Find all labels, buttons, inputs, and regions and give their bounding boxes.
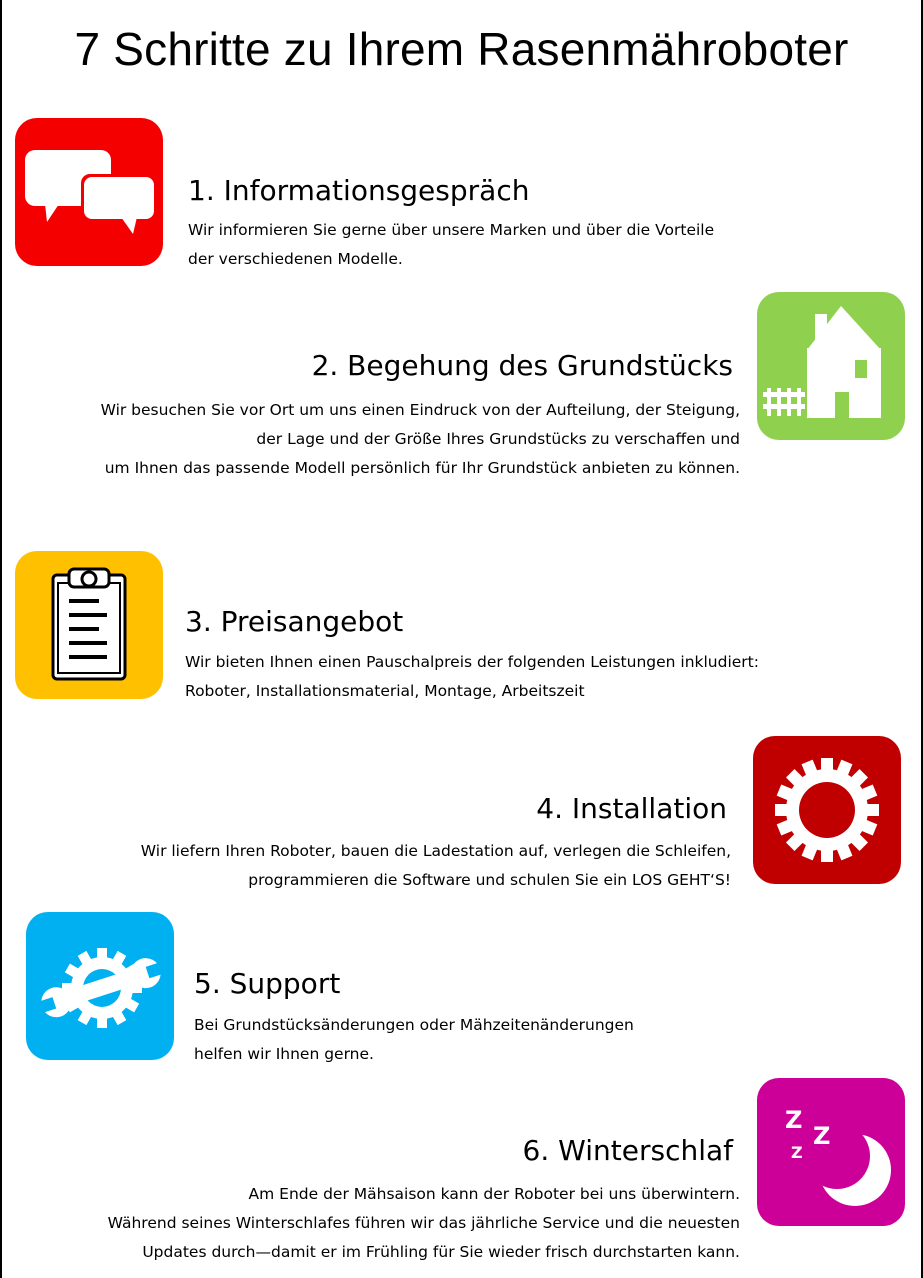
step-6-line: Während seines Winterschlafes führen wir das jährliche Service und die neuesten (107, 1214, 740, 1232)
step-2-line: Wir besuchen Sie vor Ort um uns einen Eindruck von der Aufteilung, der Steigung, (100, 401, 740, 419)
step-1-text (188, 216, 714, 274)
wrench-gear-icon (26, 912, 174, 1060)
house-icon (757, 292, 905, 440)
step-4-text (141, 837, 731, 895)
step-1-heading: 1. Informationsgespräch (188, 174, 530, 207)
step-6-heading: 6. Winterschlaf (522, 1134, 733, 1167)
step-3-line: Wir bieten Ihnen einen Pauschalpreis der folgenden Leistungen inkludiert: (185, 653, 759, 671)
step-5-line: helfen wir Ihnen gerne. (194, 1045, 374, 1063)
step-2-heading: 2. Begehung des Grundstücks (311, 349, 733, 382)
step-2-text (101, 396, 740, 483)
step-5-text (194, 1011, 634, 1069)
step-4-line: Wir liefern Ihren Roboter, bauen die Ladestation auf, verlegen die Schleifen, (140, 842, 731, 860)
step-5-heading: 5. Support (194, 967, 341, 1000)
step-1-line: der verschiedenen Modelle. (188, 250, 403, 268)
step-3-line: Roboter, Installationsmaterial, Montage, Arbeitszeit (185, 682, 585, 700)
step-2-line: um Ihnen das passende Modell persönlich für Ihr Grundstück anbieten zu können. (104, 459, 740, 477)
step-3-text (185, 648, 759, 706)
gear-icon (753, 736, 901, 884)
step-3-heading: 3. Preisangebot (185, 605, 404, 638)
step-4-line: programmieren die Software und schulen Sie ein LOS GEHT‘S! (248, 871, 731, 889)
step-6-line: Updates durch—damit er im Frühling für Sie wieder frisch durchstarten kann. (142, 1243, 740, 1261)
clipboard-icon (15, 551, 163, 699)
sleep-letter-small: Z (791, 1143, 803, 1162)
moon-sleep-icon (757, 1078, 905, 1226)
sleep-letter-large: Z (785, 1106, 803, 1134)
step-1-line: Wir informieren Sie gerne über unsere Marken und über die Vorteile (188, 221, 715, 239)
chat-bubbles-icon (15, 118, 163, 266)
step-5-line: Bei Grundstücksänderungen oder Mähzeitenänderungen (194, 1016, 634, 1034)
step-6-text (108, 1180, 740, 1267)
step-4-heading: 4. Installation (536, 792, 727, 825)
step-6-line: Am Ende der Mähsaison kann der Roboter bei uns überwintern. (248, 1185, 740, 1203)
step-2-line: der Lage und der Größe Ihres Grundstücks zu verschaffen und (256, 430, 740, 448)
page-title: 7 Schritte zu Ihrem Rasenmähroboter (74, 23, 849, 75)
sleep-letter-medium: Z (813, 1122, 831, 1150)
